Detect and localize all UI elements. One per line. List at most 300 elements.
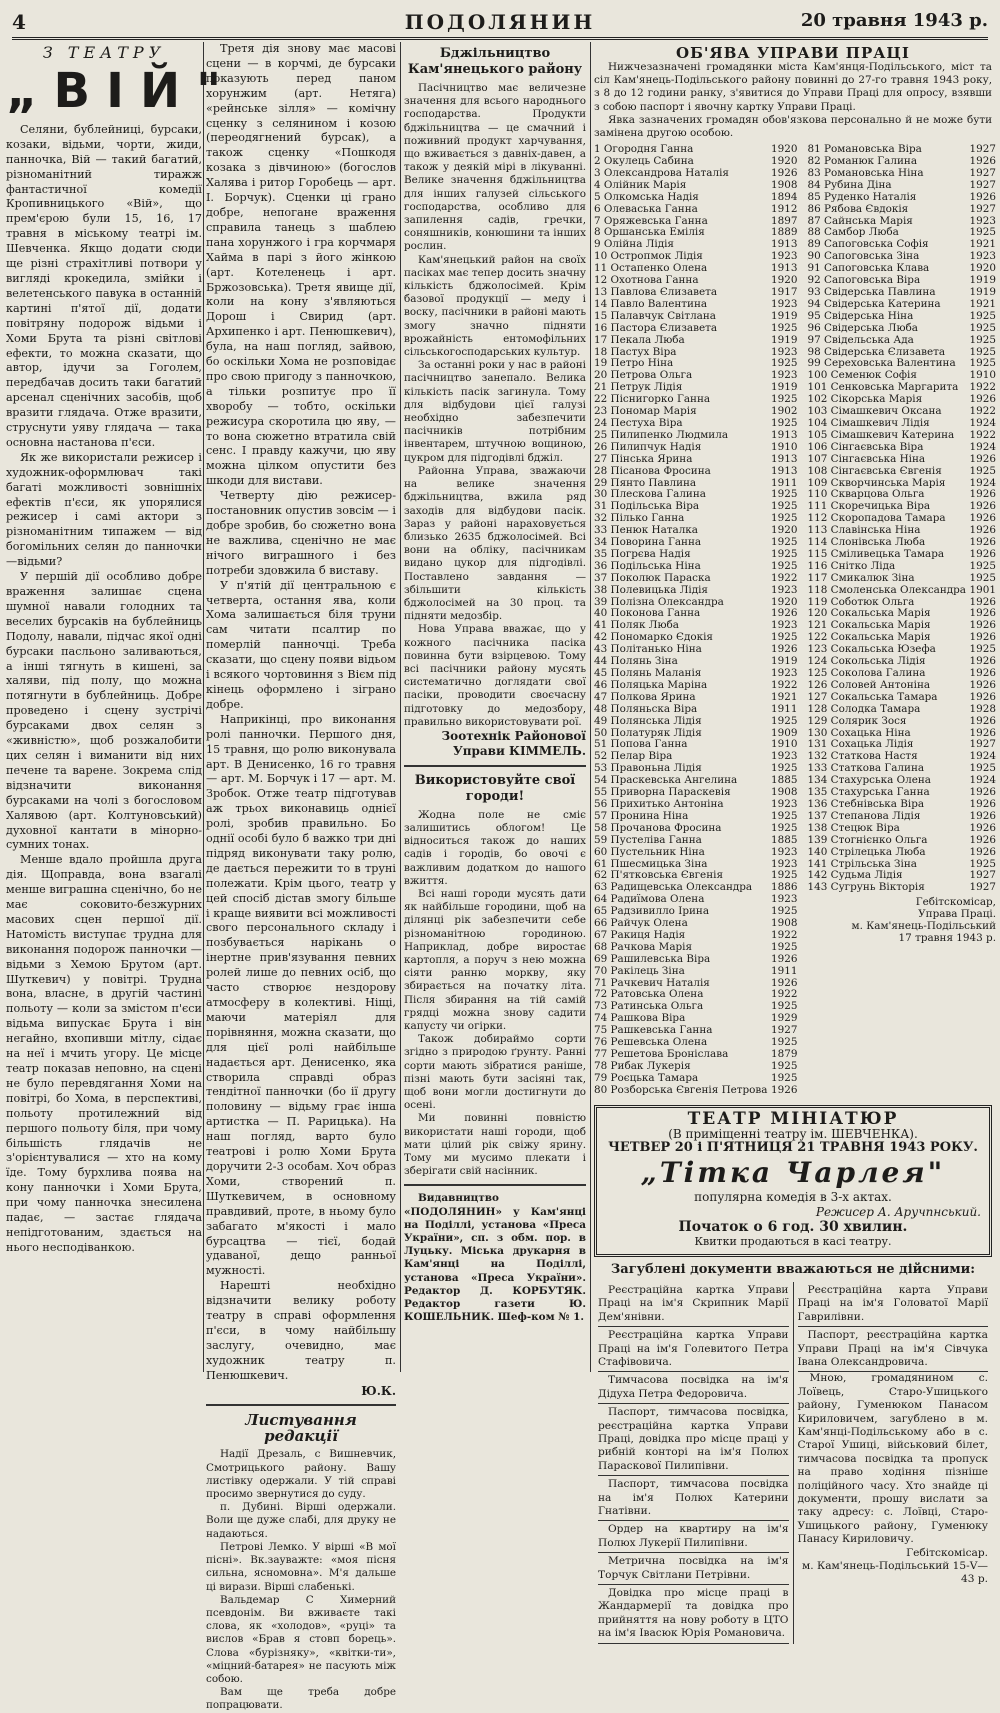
birth-year: 1894 (771, 190, 798, 203)
birth-year: 1925 (771, 357, 798, 370)
birth-year: 1913 (771, 428, 798, 441)
birth-year: 1925 (771, 488, 798, 501)
name-entry: 140 Стрілецька Люба (807, 845, 926, 858)
name-row (807, 192, 996, 204)
birth-year: 1922 (771, 988, 798, 1001)
name-entry: 100 Семенюк Софія (807, 369, 917, 382)
names-list (594, 143, 996, 1097)
birth-year: 1897 (771, 214, 798, 227)
birth-year: 1922 (969, 428, 996, 441)
name-entry: 6 Олеваська Ганна (594, 202, 698, 215)
name-entry: 129 Солярик Зося (807, 714, 907, 727)
birth-year: 1926 (969, 690, 996, 703)
birth-year: 1921 (969, 297, 996, 310)
birth-year: 1923 (771, 797, 798, 810)
name-row (807, 847, 996, 859)
birth-year: 1924 (969, 416, 996, 429)
name-entry: 33 Пенюк Наталка (594, 524, 698, 537)
birth-year: 1923 (969, 214, 996, 227)
name-entry: 90 Сапоговська Зіна (807, 250, 920, 263)
birth-year: 1925 (969, 643, 996, 656)
birth-year: 1924 (969, 750, 996, 763)
name-entry: 105 Сімашкевич Катерина (807, 428, 955, 441)
name-entry: 42 Пономарко Єдокія (594, 631, 713, 644)
name-entry: 16 Пастора Єлизавета (594, 321, 718, 334)
birth-year: 1927 (969, 869, 996, 882)
name-row (807, 573, 996, 585)
name-entry: 68 Рачкова Марія (594, 940, 693, 953)
gardens-paragraph: Всі наші городи мусять дати як найбільше городини, щоб на ділянці рік забезпечити себе різноманітною городиною. Наприклад, добре виростає картопля, а поруч з нею можна сіяти ранню моркву, яку збирається на початку літа. Після збирання на тій самій грядці можна знову садити капусту чи огірки. (404, 887, 586, 1033)
birth-year: 1925 (771, 1071, 798, 1084)
lost-doc-sign: Гебітскомісар. м. Кам'янець-Подільський 15-V—43 р. (802, 1546, 988, 1586)
birth-year: 1926 (969, 393, 996, 406)
gardens-paragraph: Ми повинні повністю використати наші городи, щоб мати цілий рік свіжу ярину. Тому ми мусимо плекати і зберігати свій насінник. (404, 1112, 586, 1178)
name-entry: 29 Пянто Павлина (594, 476, 697, 489)
name-row (807, 561, 996, 573)
review-paragraph: Наприкінці, про виконання ролі панночки. Першого дня, 15 травня, що ролю виконувала арт. В Денисенко, 16 го травня — арт. М. Борчук і 17 — арт. М. Зробок. Отже театр підготував аж трьох виконавиць однієї ролі, зробив правильно. Бо однії особі було б важко три дні підряд виконувати таку ролю, де дається пережити то в труні полежати. Крім цього, театр у цей спосіб дістав змогу більше і краще виявити всі можливості свого персонального складу і позбувається нарікань о інертне прив'язування певних ролей лише до певних осіб, що часто створює нездорову атмосферу в колективі. Ніщі, маючи матеріял для порівняння, можна сказати, що для цієї ролі найбільше надається арт. Денисенко, яка створила справді образ тендітної панночки (бо ії другу половину — відьму грає інша артистка — П. Рарицька). На наш погляд, варто було театрові і ролю Хоми Брута доручити 2-3 особам. Хоч образ Хоми, створений п. Шуткевичем, в основному правдивий, проте, в ньому було забагато м'якості і мало бурсацтва — тієї, бодай удаваної, дещо ранньої мужності. (206, 712, 396, 1278)
labor-notice-title: ОБ'ЯВА УПРАВИ ПРАЦІ (676, 44, 910, 62)
newspaper-title: ПОДОЛЯНИН (404, 10, 596, 34)
name-entry: 120 Сокальська Марія (807, 607, 931, 620)
name-row (594, 180, 797, 192)
name-row (594, 942, 797, 954)
name-entry: 119 Соботюк Ольга (807, 595, 915, 608)
column-rule (203, 42, 204, 1372)
name-entry: 14 Павло Валентина (594, 297, 708, 310)
name-entry: 108 Сінгаєвська Євгенія (807, 464, 942, 477)
birth-year: 1926 (969, 488, 996, 501)
name-entry: 99 Сереховська Валентина (807, 357, 956, 370)
theatre-ad-play: „Тітка Чарлея" (640, 1156, 946, 1190)
theatre-ad-title: ТЕАТР МІНІАТЮР (687, 1108, 899, 1129)
name-entry: 61 Пшесмицька Зіна (594, 857, 708, 870)
birth-year: 1926 (969, 797, 996, 810)
birth-year: 1925 (771, 512, 798, 525)
birth-year: 1924 (969, 440, 996, 453)
review-paragraph: Як же використали режисер і художник-оформлювач такі багаті можливості зовнішніх ефектів п'єси, як упорялися режисер і самі актори з різноманітним типажем — від богомільних селян до панночки—відьми? (6, 450, 202, 569)
birth-year: 1920 (771, 524, 798, 537)
theatre-review-column-1 (6, 42, 238, 1256)
name-entry: 41 Поляк Люба (594, 619, 679, 632)
birth-year: 1925 (771, 1036, 798, 1049)
theatre-ad (594, 1105, 992, 1257)
name-entry: 81 Романовська Віра (807, 143, 922, 156)
birth-year: 1925 (969, 333, 996, 346)
birth-year: 1925 (969, 571, 996, 584)
birth-year: 1924 (969, 774, 996, 787)
labor-notice-intro-2: Явка зазначених громадян обов'язкова персонально й не може бути замінена другою особою. (594, 113, 992, 139)
name-entry: 143 Сугрунь Вікторія (807, 881, 925, 894)
birth-year: 1925 (771, 821, 798, 834)
birth-year: 1926 (969, 595, 996, 608)
name-entry: 117 Смикалюк Зіна (807, 571, 915, 584)
birth-year: 1925 (969, 464, 996, 477)
theatre-ad-genre: популярна комедія в 3-х актах. (694, 1190, 892, 1205)
birth-year: 1923 (771, 667, 798, 679)
birth-year: 1923 (969, 250, 996, 263)
letter-item: Вам ще треба добре попрацювати. (206, 1686, 396, 1712)
lost-doc-entry: Тимчасова посвідка на ім'я Дідуха Петра Федоровича. (598, 1372, 789, 1404)
birth-year: 1917 (771, 286, 798, 298)
birth-year: 1923 (771, 893, 798, 906)
lost-doc-entry: Паспорт, тимчасова посвідка, реєстраційна картка Управи Праці, довідка про місце праці у рибній конторі на ім'я Полюх Параскової Пилипівни. (598, 1404, 789, 1476)
name-entry: 25 Пилипенко Людмила (594, 428, 729, 441)
name-row (807, 311, 996, 323)
theatre-ad-dates: ЧЕТВЕР 20 і П'ЯТНИЦЯ 21 ТРАВНЯ 1943 РОКУ. (608, 1140, 978, 1156)
gardens-paragraph: Жодна поле не сміє залишитись облогом! Це відноситься також до наших садів і городів, бо овочі є важливим додатком до нашого вжиття. (404, 808, 586, 887)
gardens-title: Використовуйте свої городи! (414, 772, 576, 804)
lost-doc-notice: Мною, громадянином с. Лоївець, Старо-Ушицького району, Гуменюком Панасом Кириловичем, загублено в м. Кам'янці-Подільському або в с. Старої Ушиці, військовий білет, тимчасова посвідка та пропуск на право ходіння пізніше поліційного часу. Хто знайде ці документи, прошу вислати за таку адресу: с. Лоївці, Старо-Ушицького району, Гуменюку Панасу Кириловичу. (797, 1372, 988, 1546)
birth-year: 1922 (771, 928, 798, 941)
name-entry: 43 Політанько Ніна (594, 643, 702, 656)
beekeeping-title: Бджільництво Кам'янецького району (407, 46, 583, 77)
birth-year: 1925 (771, 536, 798, 549)
name-row (807, 204, 996, 216)
name-entry: 123 Сокальська Юзефа (807, 643, 936, 656)
birth-year: 1908 (771, 178, 798, 191)
birth-year: 1925 (771, 1059, 798, 1072)
birth-year: 1925 (771, 714, 798, 727)
gardens-paragraph: Також добираймо сорти згідно з природою ґрунту. Ранні сорти мають зібратися раніше, пізні мають бути засіяні так, щоб вони могли достигнути до осені. (404, 1033, 586, 1112)
birth-year: 1925 (969, 321, 996, 334)
beekeeping-paragraph: Районна Управа, зважаючи на велике значення бджільництва, вжила ряд заходів для відбудови пасік. Зараз у районі нараховується близько 2635 бджолосімей. Всі вони на обліку, пасічникам видано цукор для підгодівлі. Поставлено завдання — збільшити кількість бджолосімей на 30 проц. та підняти медозбір. (404, 464, 586, 623)
name-row (594, 204, 797, 216)
name-entry: 53 Правоньна Лідія (594, 762, 702, 775)
birth-year: 1908 (771, 917, 798, 930)
birth-year: 1925 (969, 559, 996, 572)
name-row (594, 811, 797, 823)
name-entry: 84 Рубина Діна (807, 178, 892, 191)
birth-year: 1925 (771, 762, 798, 775)
birth-year: 1926 (969, 786, 996, 799)
lost-docs (594, 1282, 992, 1644)
birth-year: 1919 (771, 333, 798, 346)
name-entry: 50 Полатуряк Лідія (594, 726, 702, 739)
review-signature: Ю.К. (361, 1383, 396, 1398)
imprint: Видавництво «ПОДОЛЯНИН» у Кам'янці на Поділлі, установа «Преса України», сп. з обм. пор. в Луцьку. Міська друкарня в Кам'янці на Поділлі, установа «Преса України». Редактор Д. КОРБУТЯК. Редактор газети Ю. КОШЕЛЬНИК. Шеф-ком № 1. (404, 1192, 586, 1324)
review-paragraph: У п'ятій дії центральною є четверта, остання ява, коли Хома залишається біля труни сам читати псалтир по померлій панночці. Треба сказати, що сцену появи відьом і всякого чортовиння з Вієм під кінець оформлено і зіграно добре. (206, 578, 396, 711)
name-row (807, 466, 996, 478)
name-entry: 49 Полянська Лідія (594, 714, 702, 727)
birth-year: 1926 (771, 607, 798, 620)
name-entry: 13 Павлова Єлизавета (594, 286, 718, 298)
name-entry: 35 Погрєва Надія (594, 547, 691, 560)
name-row (807, 811, 996, 823)
birth-year: 1901 (969, 583, 996, 596)
name-entry: 28 Пісанова Фросина (594, 464, 711, 477)
birth-year: 1925 (969, 762, 996, 775)
birth-year: 1910 (771, 738, 798, 751)
name-row (594, 442, 797, 454)
name-entry: 79 Роєцька Тамара (594, 1071, 699, 1084)
lost-doc-entry: Ордер на квартиру на ім'я Полюх Лукерії Пилипівни. (598, 1521, 789, 1553)
names-list-left (594, 144, 797, 1097)
name-entry: 15 Палавчук Світлана (594, 309, 716, 322)
name-entry: 134 Стахурська Олена (807, 774, 931, 787)
name-entry: 112 Скоропадова Тамара (807, 512, 946, 525)
name-entry: 110 Скварцова Ольга (807, 488, 925, 501)
birth-year: 1879 (771, 1048, 798, 1060)
name-entry: 44 Полянь Зіна (594, 655, 678, 668)
name-entry: 7 Оряжевська Ганна (594, 214, 708, 227)
theatre-ad-tickets: Квитки продаються в касі театру. (694, 1235, 892, 1249)
name-entry: 23 Пономар Марія (594, 405, 697, 418)
birth-year: 1926 (969, 190, 996, 203)
birth-year: 1926 (969, 809, 996, 822)
name-entry: 126 Соловей Антоніна (807, 678, 931, 691)
name-entry: 89 Сапоговська Софія (807, 238, 929, 251)
review-paragraph: У першій дії особливо добре враження залишає сцена шумної навали голодних та веселих бурсаків на бублейниць Подолу, навали, підчас якої одні бурсаки пасльоно заливаються, а інші тягнуть в кишені, за халяви, під полу, що можна потягнути в бублейниць. Добре проведено і сцену зустрічі бурсаками двох селян з «живністю», щоб розжалобити цих селян і виманити від них печене та варене. Зокрема слід відзначити виконання бурсаками на чолі з богословом Халявою (арт. Колтуновський) духовної кантати в мінорно-сумних тонах. (6, 570, 202, 852)
birth-year: 1912 (771, 202, 798, 215)
name-entry: 70 Ракілець Зіна (594, 964, 685, 977)
birth-year: 1910 (969, 369, 996, 382)
name-row (594, 561, 797, 573)
review-paragraph: Четверту дію режисер-постановник опустив зовсім — і добре зробив, бо сюжетно вона не важлива, сценічно не має нічого виграшного і без потреби здовжила б виставу. (206, 489, 396, 577)
name-row (807, 454, 996, 466)
theatre-ad-venue: (В приміщенні театру ім. ШЕВЧЕНКА). (668, 1126, 918, 1141)
name-row (807, 335, 996, 347)
name-entry: 4 Олійник Марія (594, 178, 687, 191)
name-entry: 10 Остропмок Лідія (594, 250, 703, 263)
name-entry: 73 Ратинська Ольга (594, 1000, 704, 1013)
birth-year: 1926 (771, 1083, 798, 1096)
name-entry: 118 Смоленська Олександра (807, 583, 966, 596)
name-entry: 109 Скворчинська Марія (807, 476, 946, 489)
name-entry: 64 Радиїмова Олена (594, 893, 705, 906)
birth-year: 1919 (969, 274, 996, 287)
name-entry: 39 Полізна Олександра (594, 595, 724, 608)
birth-year: 1926 (969, 678, 996, 691)
birth-year: 1926 (969, 536, 996, 549)
birth-year: 1925 (969, 345, 996, 358)
lost-doc-entry: Реєстраційна карта Управи Праці на ім'я Головатої Марії Гаврилівни. (798, 1282, 989, 1327)
name-entry: 86 Рябова Євдокія (807, 202, 909, 215)
name-entry: 8 Оршанська Емілія (594, 226, 705, 239)
birth-year: 1925 (771, 809, 798, 822)
birth-year: 1926 (771, 976, 798, 989)
review-paragraph: Менше вдало пройшла друга дія. Щоправда, вона взагалі менше виграшна сценічно, бо не має соковито-безжурних масових сцен першої дії. Натомість виступає трудна для виконання подорож панночки — відьми з Хемою Брутом (арт. Шуткевич) у повітрі. Трудна вона, власне, в другій частині польоту — коли за змістом п'єси відьма випускає Брута і він негайно, вхопивши мітлу, сідає на неї і мчить угору. Це місце театр показав неповно, на сцені не було перевдягання Хоми на повітрі, бо Хома, в перспективі, польоту протилежний від першого польоту біля, при чому більшість глядачів не з'орієнтувалися — хто на кому їде. Тому бурхлива поява на кону панночки і Хоми Брута, при чому панночка знесилена падає, — застає глядача непідготованим, здається на нього несподіванкою. (6, 853, 202, 1254)
name-entry: 22 Піснигорко Ганна (594, 393, 711, 406)
notices-column-4 (594, 42, 996, 1644)
name-row (594, 847, 797, 859)
name-entry: 96 Свідерська Люба (807, 321, 918, 334)
column-rule (590, 42, 591, 1372)
name-entry: 58 Прочанова Фросина (594, 821, 722, 834)
birth-year: 1926 (771, 643, 798, 656)
name-entry: 20 Петрова Ольга (594, 369, 693, 382)
name-entry: 113 Славінська Ніна (807, 524, 921, 537)
name-row (807, 692, 996, 704)
birth-year: 1925 (771, 559, 798, 572)
articles-column-3 (404, 42, 586, 1324)
review-title: „ВІЙ" (6, 62, 238, 119)
name-row (594, 1073, 797, 1085)
theatre-review-column-2 (206, 42, 396, 1713)
name-entry: 72 Ратовська Олена (594, 988, 704, 1001)
name-entry: 124 Сокольська Лідія (807, 655, 926, 668)
birth-year: 1926 (969, 619, 996, 632)
birth-year: 1911 (771, 964, 798, 977)
name-entry: 59 Пустеліва Ганна (594, 833, 702, 846)
birth-year: 1908 (771, 786, 798, 799)
name-entry: 69 Рашилевська Віра (594, 952, 711, 965)
name-entry: 125 Соколова Галина (807, 667, 926, 679)
name-row (594, 573, 797, 585)
name-entry: 104 Сімашкевич Лідія (807, 416, 930, 429)
name-entry: 74 Рашкова Віра (594, 1012, 686, 1025)
name-entry: 121 Сокальська Марія (807, 619, 931, 632)
name-entry: 122 Сокальська Марія (807, 631, 931, 644)
birth-year: 1921 (771, 690, 798, 703)
birth-year: 1925 (771, 869, 798, 882)
name-entry: 87 Сайнська Марія (807, 214, 913, 227)
birth-year: 1920 (771, 274, 798, 287)
lost-docs-left (594, 1282, 793, 1644)
name-entry: 116 Снітко Ліда (807, 559, 896, 572)
labor-notice-sign: Гебітскомісар, Управа Праці. м. Кам'янець-Подільський 17 травня 1943 р. (851, 896, 996, 945)
review-kicker: З ТЕАТРУ (42, 43, 166, 62)
name-entry: 38 Полевицька Лідія (594, 583, 708, 596)
name-row (807, 716, 996, 728)
name-entry: 128 Солодка Тамара (807, 702, 921, 715)
name-entry: 107 Сінгаєвська Ніна (807, 452, 926, 465)
name-entry: 142 Судьма Лідія (807, 869, 903, 882)
birth-year: 1922 (771, 678, 798, 691)
name-entry: 130 Сохацька Ніна (807, 726, 911, 739)
name-entry: 37 Поколюк Параска (594, 571, 711, 584)
name-row (594, 466, 797, 478)
lost-doc-entry: Реєстраційна картка Управи Праці на ім'я Голевитого Петра Стафівовича. (598, 1327, 789, 1372)
name-entry: 65 Радзивилло Ірина (594, 905, 710, 918)
name-entry: 114 Слонівська Люба (807, 536, 926, 549)
birth-year: 1911 (771, 476, 798, 489)
birth-year: 1926 (969, 667, 996, 679)
name-entry: 46 Поляцька Маріна (594, 678, 708, 691)
birth-year: 1927 (969, 143, 996, 156)
name-entry: 67 Ракиця Надія (594, 928, 686, 941)
birth-year: 1920 (771, 143, 798, 156)
letter-item: Петрові Лемко. У вірші «В мої пісні». Вк.зауважте: «моя пісня сильна, ясномовна». М'я дальше ці вирази. Вірші слабенькі. (206, 1540, 396, 1593)
birth-year: 1919 (969, 286, 996, 298)
name-entry: 133 Статкова Галина (807, 762, 925, 775)
name-entry: 36 Подільська Ніна (594, 559, 701, 572)
birth-year: 1925 (771, 547, 798, 560)
name-row (807, 323, 996, 335)
name-entry: 83 Романовська Ніна (807, 166, 924, 179)
name-entry: 47 Полкова Ярина (594, 690, 696, 703)
birth-year: 1885 (771, 774, 798, 787)
name-entry: 75 Рашкевська Ганна (594, 1024, 713, 1037)
birth-year: 1926 (969, 655, 996, 668)
name-entry: 102 Сікорська Марія (807, 393, 923, 406)
birth-year: 1919 (771, 655, 798, 668)
lost-docs-title: Загублені документи вважаються не дійсними: (610, 1261, 976, 1277)
birth-year: 1920 (969, 262, 996, 275)
beekeeping-paragraph: Пасічництво має величезне значення для всього народнього господарства. Продукти бджільництва — це смачний і поживний продукт харчування, що вживається з давніх-давен, а також у деякій мірі в лікуванні. Велике значення бджільництва для інших галузей сільського господарства, особливо для запилення садів, гречки, соняшників, конюшини та інших рослин. (404, 82, 586, 253)
birth-year: 1889 (771, 226, 798, 239)
birth-year: 1926 (969, 452, 996, 465)
name-entry: 32 Пілько Ганна (594, 512, 685, 525)
name-entry: 56 Прихитько Антоніна (594, 797, 724, 810)
birth-year: 1926 (969, 512, 996, 525)
name-entry: 106 Сінгаєвська Віра (807, 440, 924, 453)
lost-doc-entry: Паспорт, тимчасова посвідка на ім'я Полюх Катерини Гнатівни. (598, 1476, 789, 1521)
review-paragraph: Нарешті необхідно відзначити велику роботу театру в справі оформлення п'єси, в чому найбільшу заслугу, очевидно, має художник театру п. Пенюшкевич. (206, 1279, 396, 1382)
lost-doc-entry: Метрична посвідка на ім'я Торчук Світлани Петрівни. (598, 1553, 789, 1585)
name-entry: 131 Сохацька Лідія (807, 738, 914, 751)
name-row (594, 704, 797, 716)
birth-year: 1925 (771, 905, 798, 918)
name-row (594, 192, 797, 204)
birth-year: 1927 (969, 166, 996, 179)
name-row (594, 835, 797, 847)
name-entry: 103 Сімашкевич Оксана (807, 405, 942, 418)
name-entry: 63 Радищевська Олександра (594, 881, 753, 894)
birth-year: 1925 (771, 393, 798, 406)
birth-year: 1920 (771, 595, 798, 608)
name-entry: 115 Сміливецька Тамара (807, 547, 945, 560)
name-entry: 101 Сенковська Маргарита (807, 381, 959, 394)
name-entry: 24 Пестуха Віра (594, 416, 683, 429)
birth-year: 1923 (771, 297, 798, 310)
letter-item: Вальдемар С Химерний псевдонім. Ви вживаєте такі слова, як «холодов», «руці» та вислов «Брав я стовп борець». Слова «бурізняку», «квітки-ти», «міцний-батарея» не пасують між собою. (206, 1593, 396, 1685)
name-entry: 45 Полянь Маланія (594, 667, 702, 679)
name-entry: 40 Поконова Ганна (594, 607, 701, 620)
name-entry: 30 Плескова Галина (594, 488, 706, 501)
name-entry: 11 Остапенко Олена (594, 262, 708, 275)
name-entry: 54 Праскевська Ангелина (594, 774, 738, 787)
name-row (807, 835, 996, 847)
name-entry: 17 Пекала Люба (594, 333, 685, 346)
theatre-ad-director: Режисер А. Аручпнський. (815, 1205, 981, 1220)
birth-year: 1924 (969, 476, 996, 489)
birth-year: 1911 (771, 702, 798, 715)
birth-year: 1923 (771, 345, 798, 358)
birth-year: 1923 (771, 619, 798, 632)
birth-year: 1926 (969, 500, 996, 513)
name-entry: 5 Олкомська Надія (594, 190, 699, 203)
name-entry: 137 Степанова Лідія (807, 809, 921, 822)
name-entry: 93 Свідерська Павлина (807, 286, 936, 298)
birth-year: 1886 (771, 881, 798, 894)
birth-year: 1913 (771, 262, 798, 275)
lost-doc-entry: Довідка про місце праці в Жандармерії та довідка про прийняття на нову роботу в ЦТО на ім'я Івасюк Юрія Романовича. (598, 1585, 789, 1644)
birth-year: 1913 (771, 464, 798, 477)
beekeeping-paragraph: За останні роки у нас в районі пасічництво занепало. Велика кількість пасік загинула. Тому для відбудови цієї галузі необхідно забезпечити пасічників потрібним інвентарем, штучною вощиною, цукром для підгодівлі бджіл. (404, 359, 586, 464)
name-row (594, 1085, 797, 1097)
birth-year: 1929 (771, 1012, 798, 1025)
birth-year: 1927 (771, 1024, 798, 1037)
birth-year: 1923 (771, 583, 798, 596)
lost-docs-right (793, 1282, 993, 1644)
letters-title: Листування редакції (245, 1411, 357, 1446)
birth-year: 1922 (969, 405, 996, 418)
birth-year: 1913 (771, 452, 798, 465)
name-entry: 111 Скоречицька Віра (807, 500, 931, 513)
name-entry: 92 Сапоговська Віра (807, 274, 921, 287)
name-entry: 57 Пронина Ніна (594, 809, 689, 822)
birth-year: 1925 (771, 416, 798, 429)
birth-year: 1925 (771, 500, 798, 513)
masthead (12, 6, 988, 40)
name-row (594, 966, 797, 978)
birth-year: 1926 (969, 155, 996, 168)
name-entry: 51 Попова Ганна (594, 738, 688, 751)
name-entry: 48 Поляньска Віра (594, 702, 698, 715)
issue-date: 20 травня 1943 р. (800, 10, 988, 31)
name-entry: 78 Рибак Лукерія (594, 1059, 691, 1072)
birth-year: 1910 (771, 440, 798, 453)
